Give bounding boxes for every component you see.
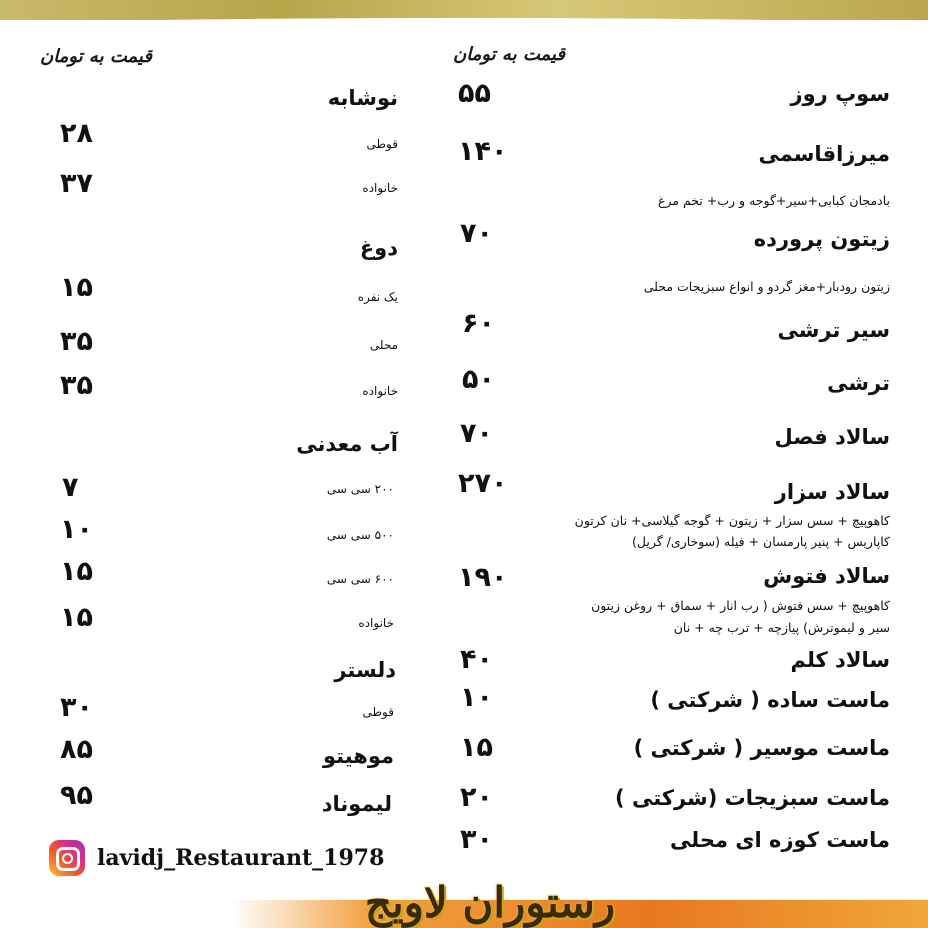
- item-label: محلی: [369, 338, 398, 352]
- item-name: ماست موسیر ( شرکتی ): [633, 736, 890, 760]
- item-price: ۳۷: [60, 168, 93, 199]
- item-price: ۱۵: [60, 272, 93, 303]
- item-description: کاهوپیچ + سس فتوش ( رب انار + سماق + روغن زیتون: [591, 598, 890, 613]
- item-price: ۳۰: [460, 824, 493, 855]
- item-price: ۲۸: [60, 118, 93, 149]
- item-name: سالاد فتوش: [763, 564, 890, 588]
- item-price: ۱۵: [60, 556, 93, 587]
- item-label: خانواده: [362, 384, 398, 398]
- item-description: سیر و لیموترش) پیازچه + ترب چه + نان: [673, 620, 890, 635]
- item-price: ۲۰: [460, 782, 493, 813]
- item-name: سوپ روز: [790, 82, 890, 106]
- top-decoration: [0, 0, 928, 20]
- item-name: سالاد کلم: [790, 648, 890, 672]
- item-price: ۳۵: [60, 370, 93, 401]
- item-label: ۵۰۰ سی سی: [326, 528, 394, 542]
- item-price: ۵۰: [462, 364, 495, 395]
- item-label: قوطی: [362, 705, 394, 719]
- category-title: دوغ: [359, 236, 398, 260]
- item-price: ۱۵: [460, 732, 493, 763]
- category-title: آب معدنی: [296, 432, 398, 456]
- item-description: کاپاریس + پنیر پارمسان + فیله (سوخاری/ گریل): [632, 534, 890, 549]
- item-price: ۳۰: [60, 692, 93, 723]
- price-header-left: قیمت به تومان: [40, 46, 152, 67]
- item-price: ۵۵: [458, 78, 491, 109]
- item-name: سالاد فصل: [774, 425, 890, 449]
- item-name: میرزاقاسمی: [758, 142, 890, 166]
- item-label: خانواده: [362, 181, 398, 195]
- instagram-handle[interactable]: [49, 840, 384, 876]
- restaurant-logo: رستوران لاویج: [364, 878, 616, 927]
- item-name: ماست کوزه ای محلی: [670, 828, 890, 852]
- item-name: ماست سبزیجات (شرکتی ): [615, 786, 890, 810]
- item-name: موهیتو: [322, 744, 394, 768]
- item-name: سالاد سزار: [774, 480, 890, 504]
- item-price: ۷۰: [460, 218, 493, 249]
- item-label: خانواده: [358, 616, 394, 630]
- item-price: ۲۷۰: [458, 468, 508, 499]
- category-title: دلستر: [334, 658, 396, 682]
- item-price: ۹۵: [60, 780, 93, 811]
- item-price: ۱۹۰: [458, 562, 508, 593]
- item-name: ترشی: [827, 371, 890, 395]
- item-name: ماست ساده ( شرکتی ): [650, 688, 890, 712]
- instagram-icon: [49, 840, 85, 876]
- instagram-text: lavidj_Restaurant_1978: [97, 845, 385, 871]
- item-price: ۷۰: [460, 418, 493, 449]
- item-price: ۴۰: [460, 644, 493, 675]
- item-label: قوطی: [366, 137, 398, 151]
- item-label: یک نفره: [357, 290, 398, 304]
- item-name: لیموناد: [321, 792, 392, 816]
- item-price: ۷: [62, 472, 79, 503]
- item-description: کاهوپیچ + سس سزار + زیتون + گوجه گیلاسی+ نان کرتون: [574, 513, 890, 528]
- item-description: زیتون رودبار+مغز گردو و انواع سبزیجات محلی: [643, 279, 890, 294]
- item-name: زیتون پرورده: [753, 227, 890, 251]
- item-description: بادمجان کبابی+سیر+گوجه و رب+ تخم مرغ: [657, 193, 890, 208]
- item-price: ۸۵: [60, 734, 93, 765]
- item-label: ۶۰۰ سی سی: [326, 572, 394, 586]
- item-price: ۱۴۰: [458, 136, 508, 167]
- item-label: ۲۰۰ سی سی: [326, 482, 394, 496]
- item-price: ۳۵: [60, 326, 93, 357]
- item-price: ۱۰: [460, 682, 493, 713]
- price-header-right: قیمت به تومان: [453, 44, 565, 65]
- category-title: نوشابه: [327, 86, 398, 110]
- item-name: سیر ترشی: [777, 318, 890, 342]
- item-price: ۱۵: [60, 602, 93, 633]
- item-price: ۶۰: [462, 308, 495, 339]
- item-price: ۱۰: [60, 514, 93, 545]
